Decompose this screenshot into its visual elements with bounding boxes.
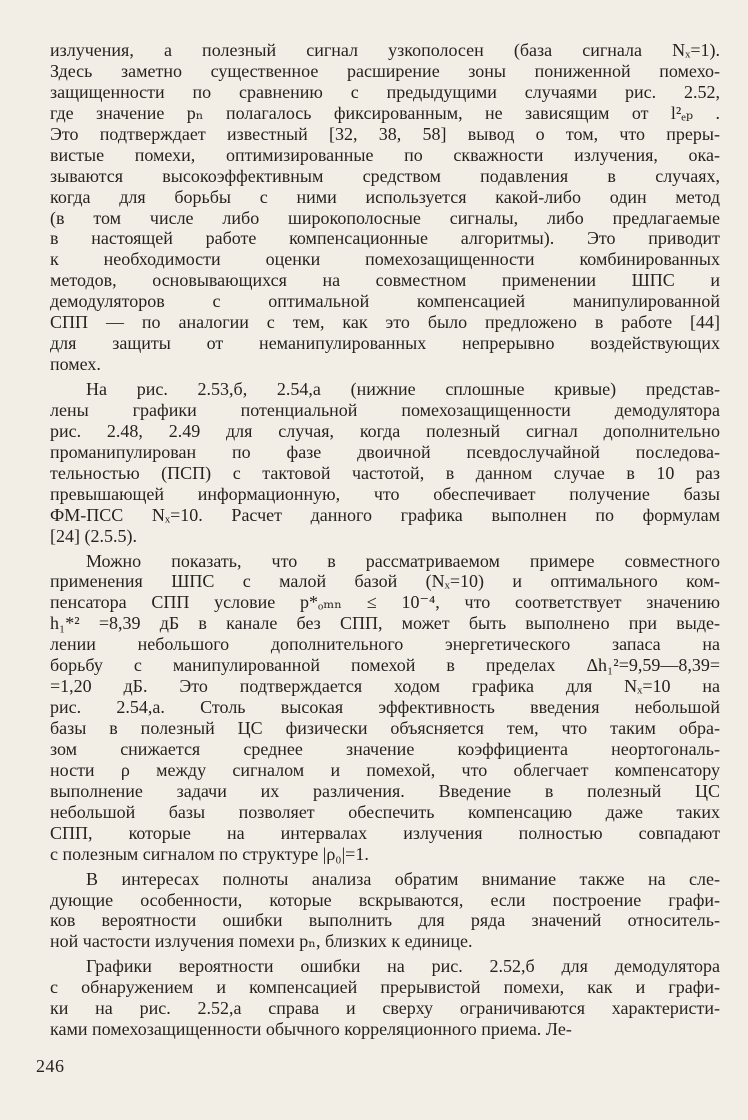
text-line: базы в полезный ЦС физически объясняется тем, что таким обра-: [50, 718, 720, 738]
text-line: рис. 2.48, 2.49 для случая, когда полезный сигнал дополнительно: [50, 420, 720, 441]
text-line: ки на рис. 2.52,а справа и сверху ограничиваются характеристи-: [50, 998, 720, 1019]
text-line: демодуляторов с оптимальной компенсацией манипулированной: [50, 291, 720, 312]
text-line: СПП — по аналогии с тем, как это было предложено в работе [44]: [50, 312, 720, 333]
text-line: выполнение задачи их различения. Введение в полезный ЦС: [50, 780, 720, 801]
text-line: =1,20 дБ. Это подтверждается ходом графика для Nₓ=10 на: [50, 676, 720, 697]
text-line: Графики вероятности ошибки на рис. 2.52,б для демодулятора: [86, 956, 720, 977]
text-line: (в том числе либо широкополосные сигналы, либо предлагаемые: [50, 207, 720, 228]
text-line: борьбу с манипулированной помехой в пределах Δh₁²=9,59—8,39=: [50, 655, 720, 676]
text-line: проманипулирован по фазе двоичной псевдослучайной последова-: [50, 441, 720, 462]
text-line: зом снижается среднее значение коэффициента неортогональ-: [50, 738, 720, 759]
text-line: [24] (2.5.5).: [50, 525, 137, 546]
text-line: лении небольшого дополнительного энергетического запаса на: [50, 634, 720, 655]
text-line: небольшой базы позволяет обеспечить компенсацию даже таких: [50, 801, 720, 822]
text-line: излучения, а полезный сигнал узкополосен (база сигнала Nₓ=1).: [50, 40, 720, 60]
text-line: Это подтверждает известный [32, 38, 58] вывод о том, что преры-: [50, 123, 720, 144]
text-line: ков вероятности ошибки выполнить для ряда значений относитель-: [50, 910, 720, 931]
text-line: когда для борьбы с ними используется какой-либо один метод: [50, 186, 720, 207]
text-line: защищенности по сравнению с предыдущими случаями рис. 2.52,: [50, 81, 720, 102]
text-line: дующие особенности, которые вскрываются, если построение графи-: [50, 889, 720, 910]
text-line: ками помехозащищенности обычного корреляционного приема. Ле-: [50, 1019, 572, 1040]
text-line: зываются высокоэффективным средством подавления в случаях,: [50, 165, 720, 186]
text-line: Здесь заметно существенное расширение зоны пониженной помехо-: [50, 60, 720, 81]
text-line: для защиты от неманипулированных непрерывно воздействующих: [50, 333, 720, 354]
text-line: с полезным сигналом по структуре |ρ₀|=1.: [50, 843, 369, 864]
text-line: h₁*² =8,39 дБ в канале без СПП, может быть выполнено при выде-: [50, 613, 720, 634]
text-line: вистые помехи, оптимизированные по скважности излучения, ока-: [50, 144, 720, 165]
text-line: в настоящей работе компенсационные алгоритмы). Это приводит: [50, 228, 720, 249]
text-line: Можно показать, что в рассматриваемом примере совместного: [86, 550, 720, 571]
text-line: ФМ-ПСС Nₓ=10. Расчет данного графика выполнен по формулам: [50, 504, 720, 525]
text-line: ной частости излучения помехи pₙ, близких к единице.: [50, 931, 473, 952]
text-line: методов, основывающихся на совместном применении ШПС и: [50, 270, 720, 291]
text-line: лены графики потенциальной помехозащищенности демодулятора: [50, 399, 720, 420]
text-line: применения ШПС с малой базой (Nₓ=10) и оптимального ком-: [50, 571, 720, 592]
text-line: превышающей информационную, что обеспечивает получение базы: [50, 483, 720, 504]
text-line: с обнаружением и компенсацией прерывистой помехи, как и графи-: [50, 977, 720, 998]
text-line: На рис. 2.53,б, 2.54,а (нижние сплошные кривые) представ-: [86, 379, 720, 399]
text-line: ности ρ между сигналом и помехой, что облегчает компенсатору: [50, 759, 720, 780]
page-number: 246: [36, 1056, 65, 1076]
text-line: рис. 2.54,а. Столь высокая эффективность введения небольшой: [50, 697, 720, 718]
text-line: пенсатора СПП условие p*ₒₘₙ ≤ 10⁻⁴, что соответствует значению: [50, 592, 720, 613]
text-line: СПП, которые на интервалах излучения полностью совпадают: [50, 822, 720, 843]
text-line: к необходимости оценки помехозащищенности комбинированных: [50, 249, 720, 270]
text-line: помех.: [50, 354, 101, 375]
body-text: [50, 40, 720, 1040]
text-line: где значение pₙ полагалось фиксированным, не зависящим от l²ₑₚ .: [50, 102, 720, 123]
text-line: В интересах полноты анализа обратим внимание также на сле-: [86, 868, 720, 889]
text-line: тельностью (ПСП) с тактовой частотой, в данном случае в 10 раз: [50, 462, 720, 483]
